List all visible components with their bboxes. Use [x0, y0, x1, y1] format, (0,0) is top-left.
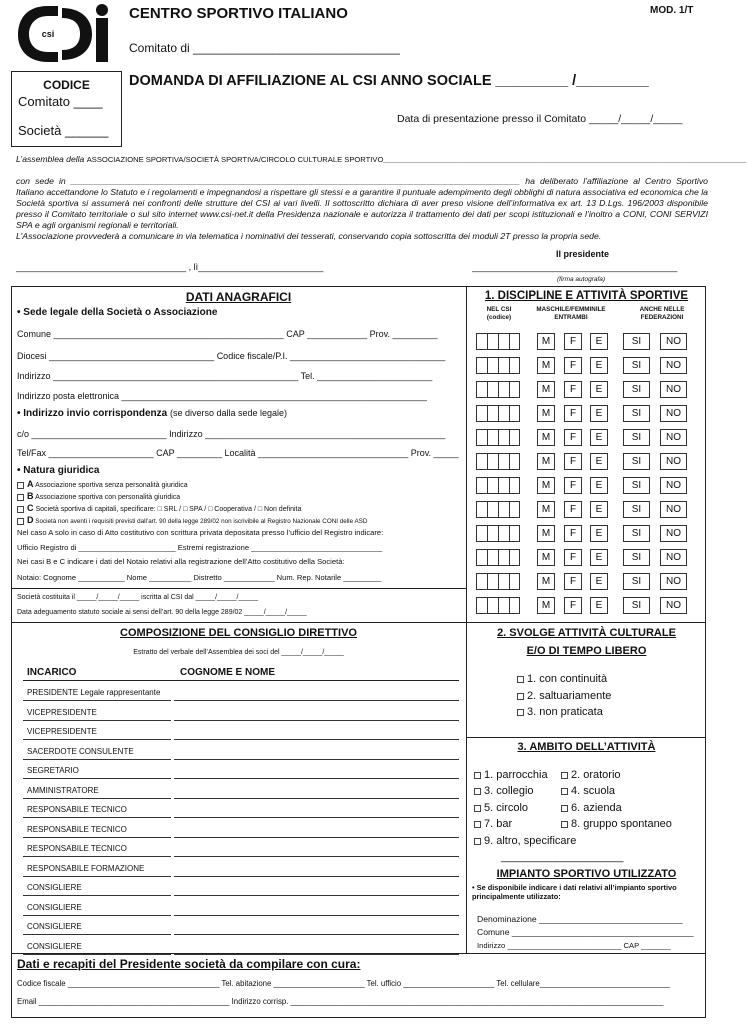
csi-code-cell[interactable] [509, 573, 520, 590]
csi-code-cell[interactable] [487, 381, 498, 398]
natura-b-label: Associazione sportiva con personalità giuridica [35, 494, 181, 501]
csi-logo-graphic [14, 2, 120, 66]
option-e-box[interactable]: E [590, 333, 608, 350]
col-fed [618, 306, 706, 321]
member-name-field[interactable] [174, 876, 459, 877]
option-m-box[interactable]: M [537, 573, 555, 590]
option-si-box[interactable]: SI [623, 333, 650, 350]
role-label: VICEPRESIDENTE [27, 727, 97, 736]
role-line [23, 856, 171, 857]
option-si-box[interactable]: SI [623, 453, 650, 470]
culturale-opt3-label: 3. non praticata [527, 706, 603, 718]
option-e-box[interactable]: E [590, 501, 608, 518]
col-gender-label: MASCHILE/FEMMINILE [536, 306, 606, 313]
sede-title: • Sede legale della Società o Associazione [17, 307, 218, 318]
adeguamento-field[interactable]: Data adeguamento statuto sociale ai sensi dell’art. 90 della legge 289/02 _____/_____/_____ [17, 609, 307, 616]
option-f-box[interactable]: F [564, 333, 582, 350]
col-csi-sub: (codice) [486, 313, 512, 321]
natura-c[interactable] [17, 503, 301, 514]
ambito-o7[interactable] [474, 818, 512, 831]
csi-code-cell[interactable] [509, 549, 520, 566]
natura-d-label: Società non aventi i requisiti previsti dall’art. 90 della legge 289/02 non iscrivibile al Registro Nazionale CONI delle ASD [35, 518, 368, 525]
member-name-field[interactable] [174, 817, 459, 818]
role-line [23, 876, 171, 877]
member-name-field[interactable] [174, 954, 459, 955]
culturale-opt1-label: 1. con continuità [527, 673, 608, 685]
comune-field[interactable]: Comune ______________________________________________ CAP ____________ Prov. _________ [17, 329, 438, 339]
member-name-field[interactable] [174, 759, 459, 760]
csi-code-cell[interactable] [498, 549, 509, 566]
corr-note: (se diverso dalla sede legale) [169, 408, 288, 418]
csi-code-cell[interactable] [487, 405, 498, 422]
csi-code-cell[interactable] [498, 501, 509, 518]
role-line [23, 954, 171, 955]
member-name-field[interactable] [174, 915, 459, 916]
ambito-o6[interactable] [561, 802, 622, 815]
member-name-field[interactable] [174, 778, 459, 779]
role-label: RESPONSABILE TECNICO [27, 844, 127, 853]
option-e-box[interactable]: E [590, 429, 608, 446]
ambito-o4[interactable] [561, 785, 615, 798]
csi-code-cell[interactable] [509, 405, 520, 422]
email-field[interactable]: Indirizzo posta elettronica _____________________________________________________________ [17, 391, 427, 401]
natura-a[interactable] [17, 479, 188, 490]
ambito-o3-label: 3. collegio [484, 785, 534, 797]
option-e-box[interactable]: E [590, 597, 608, 614]
natura-a-label: Associazione sportiva senza personalità giuridica [35, 482, 188, 489]
option-no-box[interactable]: NO [660, 429, 687, 446]
intro-sede-suffix: ha deliberato l’affiliazione al Centro Sportivo [525, 176, 709, 186]
option-si-box[interactable]: SI [623, 405, 650, 422]
culturale-title2: E/O DI TEMPO LIBERO [526, 645, 647, 657]
role-label: SEGRETARIO [27, 766, 79, 775]
role-label: RESPONSABILE TECNICO [27, 805, 127, 814]
member-name-field[interactable] [174, 700, 459, 701]
col-csi-label: NEL CSI [486, 306, 512, 313]
option-m-box[interactable]: M [537, 381, 555, 398]
col-gender [526, 306, 616, 321]
co-field[interactable]: c/o ___________________________ Indirizzo ________________________________________________ [17, 429, 446, 439]
option-e-box[interactable]: E [590, 549, 608, 566]
ambito-o5-label: 5. circolo [484, 802, 529, 814]
csi-code-cell[interactable] [476, 525, 487, 542]
option-m-box[interactable]: M [537, 477, 555, 494]
csi-code-cell[interactable] [509, 597, 520, 614]
ambito-blank[interactable]: ____________________ [501, 851, 624, 863]
option-f-box[interactable]: F [564, 453, 582, 470]
impianto-title: IMPIANTO SPORTIVO UTILIZZATO [496, 868, 677, 880]
option-e-box[interactable]: E [590, 525, 608, 542]
option-f-box[interactable]: F [564, 405, 582, 422]
csi-code-cell[interactable] [487, 453, 498, 470]
csi-code-cell[interactable] [476, 573, 487, 590]
option-no-box[interactable]: NO [660, 333, 687, 350]
csi-code-cell[interactable] [498, 333, 509, 350]
intro-body2: L’Associazione provvederà a comunicare in via telematica i nominativi dei tesserati, conservando copia sottoscritta dei moduli 2T presso la propria sede. [16, 231, 602, 241]
option-e-box[interactable]: E [590, 357, 608, 374]
role-label: SACERDOTE CONSULENTE [27, 746, 134, 756]
notaio-field[interactable]: Notaio: Cognome ___________ Nome __________ Distretto ____________ Num. Rep. Notarile _________ [17, 573, 382, 582]
option-m-box[interactable]: M [537, 453, 555, 470]
column-divider [466, 286, 467, 953]
intro-sede-prefix: con sede in [16, 176, 66, 186]
role-line [23, 759, 171, 760]
president-label: Il presidente [556, 249, 610, 259]
ambito-o2-label: 2. oratorio [571, 769, 621, 781]
ufficio-field[interactable]: Ufficio Registro di _______________________ Estremi registrazione _______________________________ [17, 543, 383, 552]
impianto-denominazione[interactable]: Denominazione ______________________________ [477, 914, 683, 924]
csi-code-cell[interactable] [509, 501, 520, 518]
consiglio-title: COMPOSIZIONE DEL CONSIGLIO DIRETTIVO [120, 627, 357, 639]
option-e-box[interactable]: E [590, 405, 608, 422]
president-signature[interactable]: _________________________________________ [472, 262, 678, 272]
csi-code-cell[interactable] [509, 333, 520, 350]
option-si-box[interactable]: SI [623, 573, 650, 590]
ambito-o8-label: 8. gruppo spontaneo [571, 818, 672, 830]
csi-logo [14, 2, 120, 66]
csi-code-cell[interactable] [476, 405, 487, 422]
csi-code-cell[interactable] [487, 597, 498, 614]
col-incarico: INCARICO [27, 667, 77, 678]
csi-code-cell[interactable] [476, 501, 487, 518]
culturale-opt2-label: 2. saltuariamente [527, 690, 612, 702]
page-title: DOMANDA DI AFFILIAZIONE AL CSI ANNO SOCIALE _________ /_________ [129, 73, 649, 89]
svg-text:csi: csi [41, 29, 55, 39]
csi-code-cell[interactable] [476, 429, 487, 446]
member-name-field[interactable] [174, 856, 459, 857]
impianto-indirizzo[interactable]: Indirizzo ___________________________ CAP _______ [477, 941, 671, 950]
option-no-box[interactable]: NO [660, 405, 687, 422]
csi-code-cell[interactable] [476, 477, 487, 494]
role-label: CONSIGLIERE [27, 922, 82, 931]
csi-code-cell[interactable] [498, 525, 509, 542]
signature-note: (firma autografa) [557, 276, 606, 283]
indirizzo-field[interactable]: Indirizzo _________________________________________________ Tel. _______________________ [17, 371, 433, 381]
csi-code-cell[interactable] [476, 357, 487, 374]
mod-code: MOD. 1/T [650, 5, 694, 16]
natura-a-letter: A [27, 479, 34, 489]
role-line [23, 720, 171, 721]
place-date[interactable]: __________________________________ , lì_________________________ [16, 262, 324, 272]
discipline-title: 1. DISCIPLINE E ATTIVITÀ SPORTIVE [484, 290, 689, 302]
role-line [23, 934, 171, 935]
role-line [23, 915, 171, 916]
option-f-box[interactable]: F [564, 381, 582, 398]
member-name-field[interactable] [174, 798, 459, 799]
diocesi-field[interactable]: Diocesi _________________________________ Codice fiscale/P.I. _______________________________ [17, 351, 446, 361]
natura-c-letter: C [27, 503, 34, 513]
csi-code-cell[interactable] [487, 573, 498, 590]
culturale-divider [466, 737, 706, 738]
member-name-field[interactable] [174, 895, 459, 896]
option-si-box[interactable]: SI [623, 525, 650, 542]
csi-code-cell[interactable] [487, 549, 498, 566]
ambito-o1[interactable] [474, 769, 548, 782]
col-fed-label: ANCHE NELLE [639, 306, 685, 313]
ambito-o7-label: 7. bar [484, 818, 513, 830]
csi-code-cell[interactable] [487, 357, 498, 374]
telfax-field[interactable]: Tel/Fax _____________________ CAP _________ Località ______________________________ Prov. _____ [17, 448, 459, 458]
consiglio-estratto[interactable]: Estratto del verbale dell’Assemblea dei soci del _____/_____/_____ [133, 649, 344, 656]
csi-code-cell[interactable] [509, 453, 520, 470]
csi-code-cell[interactable] [487, 501, 498, 518]
corr-title: • Indirizzo invio corrispondenza [17, 408, 168, 419]
natura-d-letter: D [27, 515, 34, 525]
col-gender-sub: ENTRAMBI [554, 313, 588, 321]
role-line [23, 798, 171, 799]
csi-code-cell[interactable] [476, 549, 487, 566]
ambito-o6-label: 6. azienda [571, 802, 622, 814]
ambito-o9[interactable] [474, 835, 576, 848]
csi-code-cell[interactable] [476, 453, 487, 470]
csi-code-cell[interactable] [509, 525, 520, 542]
option-e-box[interactable]: E [590, 573, 608, 590]
culturale-opt3[interactable] [517, 706, 603, 719]
ambito-o4-label: 4. scuola [571, 785, 616, 797]
caso-bc: Nei casi B e C indicare i dati del Notaio relativi alla registrazione dell’Atto costitutivo della Società: [17, 557, 345, 566]
option-m-box[interactable]: M [537, 549, 555, 566]
costituita-divider [11, 588, 466, 589]
option-m-box[interactable]: M [537, 405, 555, 422]
option-no-box[interactable]: NO [660, 453, 687, 470]
member-name-field[interactable] [174, 934, 459, 935]
option-m-box[interactable]: M [537, 501, 555, 518]
ambito-title: 3. AMBITO DELL’ATTIVITÀ [517, 741, 656, 753]
ambito-o3[interactable] [474, 785, 534, 798]
natura-d[interactable] [17, 515, 367, 526]
csi-code-cell[interactable] [487, 525, 498, 542]
option-si-box[interactable]: SI [623, 357, 650, 374]
col-csi [472, 306, 526, 321]
role-line [23, 700, 171, 701]
option-m-box[interactable]: M [537, 429, 555, 446]
option-no-box[interactable]: NO [660, 597, 687, 614]
csi-code-cell[interactable] [476, 597, 487, 614]
csi-code-cell[interactable] [498, 405, 509, 422]
option-f-box[interactable]: F [564, 501, 582, 518]
role-label: AMMINISTRATORE [27, 785, 99, 795]
role-label: CONSIGLIERE [27, 941, 82, 951]
role-line [23, 739, 171, 740]
csi-code-cell[interactable] [498, 429, 509, 446]
section-divider [11, 622, 706, 623]
option-no-box[interactable]: NO [660, 501, 687, 518]
member-name-field[interactable] [174, 837, 459, 838]
option-m-box[interactable]: M [537, 333, 555, 350]
comitato-line: Comitato di _______________________________ [129, 41, 400, 55]
csi-code-cell[interactable] [498, 357, 509, 374]
ambito-o2[interactable] [561, 769, 621, 782]
option-no-box[interactable]: NO [660, 381, 687, 398]
presidente-title: Dati e recapiti del Presidente società da compilare con cura: [17, 957, 361, 971]
presentation-date[interactable]: Data di presentazione presso il Comitato _____/_____/_____ [397, 113, 683, 125]
csi-code-cell[interactable] [509, 357, 520, 374]
role-line [23, 837, 171, 838]
codice-box [11, 71, 122, 147]
org-name: CENTRO SPORTIVO ITALIANO [129, 5, 348, 22]
option-si-box[interactable]: SI [623, 381, 650, 398]
option-si-box[interactable]: SI [623, 477, 650, 494]
culturale-title1: 2. SVOLGE ATTIVITÀ CULTURALE [497, 627, 676, 639]
option-si-box[interactable]: SI [623, 429, 650, 446]
csi-code-cell[interactable] [509, 429, 520, 446]
intro-line1 [16, 154, 747, 164]
codice-societa[interactable]: Società ______ [18, 123, 109, 138]
codice-title: CODICE [43, 78, 90, 92]
csi-code-cell[interactable] [487, 429, 498, 446]
intro-sede-blank[interactable]: _____________________________________________________________________________________________ [70, 176, 521, 186]
csi-code-cell[interactable] [498, 477, 509, 494]
natura-title: • Natura giuridica [17, 465, 100, 476]
option-f-box[interactable]: F [564, 525, 582, 542]
option-e-box[interactable]: E [590, 453, 608, 470]
role-label: CONSIGLIERE [27, 883, 82, 892]
option-f-box[interactable]: F [564, 477, 582, 494]
intro-blank[interactable]: ____________________________________________________________________________ [383, 154, 747, 164]
csi-code-cell[interactable] [498, 597, 509, 614]
anagrafici-title: DATI ANAGRAFICI [185, 290, 292, 304]
ambito-o8[interactable] [561, 818, 672, 831]
csi-code-cell[interactable] [487, 477, 498, 494]
member-name-field[interactable] [174, 739, 459, 740]
natura-b[interactable] [17, 491, 180, 502]
presidente-line2[interactable]: Email ____________________________________________ Indirizzo corrisp. ______________________________________________________________________________________ [17, 997, 664, 1006]
role-label: CONSIGLIERE [27, 902, 82, 912]
codice-comitato[interactable]: Comitato ____ [18, 94, 103, 109]
option-no-box[interactable]: NO [660, 525, 687, 542]
option-si-box[interactable]: SI [623, 597, 650, 614]
csi-code-cell[interactable] [498, 573, 509, 590]
option-no-box[interactable]: NO [660, 573, 687, 590]
role-label: VICEPRESIDENTE [27, 707, 97, 717]
option-no-box[interactable]: NO [660, 477, 687, 494]
costituita-field[interactable]: Società costituita il _____/_____/_____ iscritta al CSI dal _____/_____/_____ [17, 594, 258, 601]
csi-code-cell[interactable] [509, 477, 520, 494]
option-m-box[interactable]: M [537, 525, 555, 542]
col-nome: COGNOME E NOME [180, 667, 276, 678]
option-e-box[interactable]: E [590, 477, 608, 494]
presidente-line1[interactable]: Codice fiscale ___________________________________ Tel. abitazione _____________________ Tel. ufficio _____________________ Tel. cellulare______________________________ [17, 979, 670, 988]
option-f-box[interactable]: F [564, 429, 582, 446]
culturale-opt2[interactable] [517, 690, 611, 703]
impianto-comune[interactable]: Comune ______________________________________ [477, 927, 694, 937]
option-m-box[interactable]: M [537, 357, 555, 374]
csi-code-cell[interactable] [498, 381, 509, 398]
option-si-box[interactable]: SI [623, 549, 650, 566]
culturale-opt1[interactable] [517, 673, 607, 686]
consiglio-header-line [23, 680, 459, 681]
impianto-note: • Se disponibile indicare i dati relativi all’impianto sportivo principalmente utilizzato: [472, 883, 677, 901]
option-no-box[interactable]: NO [660, 357, 687, 374]
intro-types: ASSOCIAZIONE SPORTIVA/SOCIETÀ SPORTIVA/CIRCOLO CULTURALE SPORTIVO [86, 155, 384, 164]
csi-code-cell[interactable] [476, 381, 487, 398]
natura-b-letter: B [27, 491, 34, 501]
role-label: RESPONSABILE FORMAZIONE [27, 863, 145, 873]
option-m-box[interactable]: M [537, 597, 555, 614]
role-label: PRESIDENTE Legale rappresentante [27, 688, 161, 697]
role-line [23, 817, 171, 818]
caso-a: Nel caso A solo in caso di Atto costitutivo con scrittura privata depositata presso l’ufficio del Registro indicare: [17, 528, 384, 537]
ambito-o5[interactable] [474, 802, 528, 815]
role-line [23, 778, 171, 779]
ambito-o1-label: 1. parrocchia [484, 769, 548, 781]
csi-code-cell[interactable] [487, 333, 498, 350]
option-si-box[interactable]: SI [623, 501, 650, 518]
member-name-field[interactable] [174, 720, 459, 721]
corr-title-row [17, 408, 287, 420]
option-f-box[interactable]: F [564, 549, 582, 566]
role-label: RESPONSABILE TECNICO [27, 824, 127, 834]
option-f-box[interactable]: F [564, 573, 582, 590]
csi-code-cell[interactable] [498, 453, 509, 470]
intro-body [16, 176, 708, 231]
option-f-box[interactable]: F [564, 357, 582, 374]
option-e-box[interactable]: E [590, 381, 608, 398]
col-fed-sub: FEDERAZIONI [640, 313, 684, 321]
option-f-box[interactable]: F [564, 597, 582, 614]
intro-prefix: L’assemblea della [16, 154, 85, 164]
csi-code-cell[interactable] [509, 381, 520, 398]
option-no-box[interactable]: NO [660, 549, 687, 566]
natura-c-label: Società sportiva di capitali, specificare: □ SRL / □ SPA / □ Cooperativa / □ Non definita [35, 506, 302, 513]
role-line [23, 895, 171, 896]
intro-text: Italiano accettandone lo Statuto e i regolamenti e impegnandosi a rispettare gli stessi e a garantire il puntuale adempimento degli obblighi di natura associativa ed economica che la Società sportiva si assumerà nei confronti delle strutture del CSI ai vari livelli. Il sottoscritto dichiara di aver preso visione dell’informativa ex art. 13 D.Lgs. 196/2003 disponibile presso il Comitato territoriale o sul sito internet www.csi-net.it della Presidenza nazionale e autorizza il trattamento dei dati per scopi istituzionali e l’inoltro a CONI, CONI SERVIZI SPA e agli organismi regionali e territoriali. [16, 187, 708, 230]
csi-code-cell[interactable] [476, 333, 487, 350]
ambito-o9-label: 9. altro, specificare [484, 835, 577, 847]
